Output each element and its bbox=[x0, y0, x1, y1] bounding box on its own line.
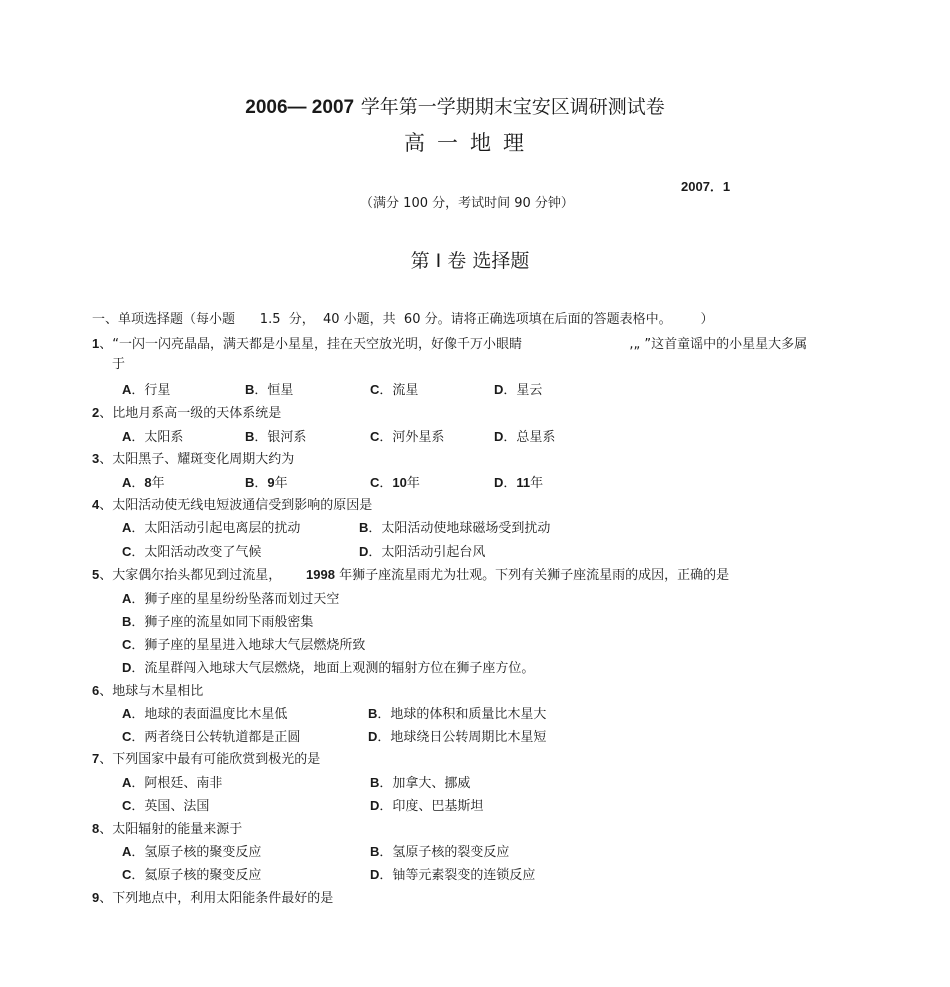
question-2 bbox=[92, 402, 281, 421]
exam-subject: 高一地理 bbox=[404, 131, 536, 155]
option-4c: C．太阳活动改变了气候 bbox=[122, 544, 262, 560]
option-7a: A．阿根廷、南非 bbox=[122, 775, 223, 791]
question-year: 1998 bbox=[306, 567, 335, 582]
question-text: 、比地月系高一级的天体系统是 bbox=[99, 406, 282, 421]
option-3a: A．8年 bbox=[122, 475, 165, 491]
option-7b: B．加拿大、挪威 bbox=[370, 775, 471, 791]
exam-name: 学年第一学期期末宝安区调研测试卷 bbox=[360, 96, 665, 118]
option-5d: D．流星群闯入地球大气层燃烧，地面上观测的辐射方位在狮子座方位。 bbox=[122, 660, 535, 676]
option-8d: D．铀等元素裂变的连锁反应 bbox=[370, 867, 536, 883]
question-8 bbox=[92, 818, 242, 837]
option-2b: B．银河系 bbox=[245, 429, 307, 445]
option-5a: A．狮子座的星星纷纷坠落而划过天空 bbox=[122, 591, 340, 607]
question-number: 7 bbox=[92, 751, 100, 766]
option-8a: A．氢原子核的聚变反应 bbox=[122, 844, 262, 860]
option-1c: C．流星 bbox=[370, 382, 419, 398]
option-3d: D．11年 bbox=[494, 475, 544, 491]
question-number: 9 bbox=[92, 890, 100, 905]
option-6a: A．地球的表面温度比木星低 bbox=[122, 706, 288, 722]
exam-year: 2006— 2007 bbox=[245, 97, 355, 118]
option-6c: C．两者绕日公转轨道都是正圆 bbox=[122, 729, 301, 745]
question-number: 2 bbox=[92, 405, 100, 420]
question-text: 、下列地点中，利用太阳能条件最好的是 bbox=[99, 891, 334, 906]
option-1b: B．恒星 bbox=[245, 382, 294, 398]
question-6 bbox=[92, 680, 203, 699]
question-number: 8 bbox=[92, 821, 100, 836]
question-text: 、太阳活动使无线电短波通信受到影响的原因是 bbox=[99, 498, 373, 513]
option-2c: C．河外星系 bbox=[370, 429, 445, 445]
option-6d: D．地球绕日公转周期比木星短 bbox=[368, 729, 547, 745]
option-4b: B．太阳活动使地球磁场受到扰动 bbox=[359, 520, 551, 536]
question-text: 、地球与木星相比 bbox=[99, 684, 204, 699]
question-number: 1 bbox=[92, 336, 100, 351]
question-text: 、下列国家中最有可能欣赏到极光的是 bbox=[99, 752, 321, 767]
question-4 bbox=[92, 494, 372, 513]
option-2d: D．总星系 bbox=[494, 429, 556, 445]
question-number: 5 bbox=[92, 567, 100, 582]
option-8c: C．氦原子核的聚变反应 bbox=[122, 867, 262, 883]
question-text: 、太阳辐射的能量来源于 bbox=[99, 822, 243, 837]
question-text: 、“一闪一闪亮晶晶，满天都是小星星，挂在天空放光明，好像千万小眼睛 ,„ ”这首童谣中的小星星大多属 bbox=[99, 337, 808, 352]
option-5c: C．狮子座的星星进入地球大气层燃烧所致 bbox=[122, 637, 366, 653]
question-1 bbox=[92, 333, 807, 352]
option-5b: B．狮子座的流星如同下雨般密集 bbox=[122, 614, 314, 630]
question-3 bbox=[92, 448, 294, 467]
option-8b: B．氢原子核的裂变反应 bbox=[370, 844, 510, 860]
question-number: 6 bbox=[92, 683, 100, 698]
question-9 bbox=[92, 887, 333, 906]
option-3b: B．9年 bbox=[245, 475, 288, 491]
section-instruction: 一、单项选择题（每小题 1.5 分， 40 小题，共 60 分。请将正确选项填在后面的答题表格中。 ） bbox=[92, 312, 714, 327]
option-4d: D．太阳活动引起台风 bbox=[359, 544, 486, 560]
option-3c: C．10年 bbox=[370, 475, 420, 491]
option-6b: B．地球的体积和质量比木星大 bbox=[368, 706, 547, 722]
exam-title bbox=[0, 92, 910, 119]
question-text: 、大家偶尔抬头都见到过流星， bbox=[99, 568, 307, 583]
exam-date: 2007．1 bbox=[681, 179, 731, 194]
question-7 bbox=[92, 748, 320, 767]
option-1a: A．行星 bbox=[122, 382, 171, 398]
question-number: 4 bbox=[92, 497, 100, 512]
question-text: 年狮子座流星雨尤为壮观。下列有关狮子座流星雨的成因，正确的是 bbox=[334, 568, 730, 583]
option-7c: C．英国、法国 bbox=[122, 798, 210, 814]
question-number: 3 bbox=[92, 451, 100, 466]
option-2a: A．太阳系 bbox=[122, 429, 184, 445]
question-text: 、太阳黑子、耀斑变化周期大约为 bbox=[99, 452, 295, 467]
exam-limits: （满分 100 分，考试时间 90 分钟） bbox=[360, 196, 574, 211]
question-5 bbox=[92, 564, 729, 583]
section-title: 第 I 卷 选择题 bbox=[410, 250, 530, 272]
question-1-continuation: 于 bbox=[112, 357, 126, 372]
option-7d: D．印度、巴基斯坦 bbox=[370, 798, 484, 814]
option-1d: D．星云 bbox=[494, 382, 543, 398]
option-4a: A．太阳活动引起电离层的扰动 bbox=[122, 520, 301, 536]
